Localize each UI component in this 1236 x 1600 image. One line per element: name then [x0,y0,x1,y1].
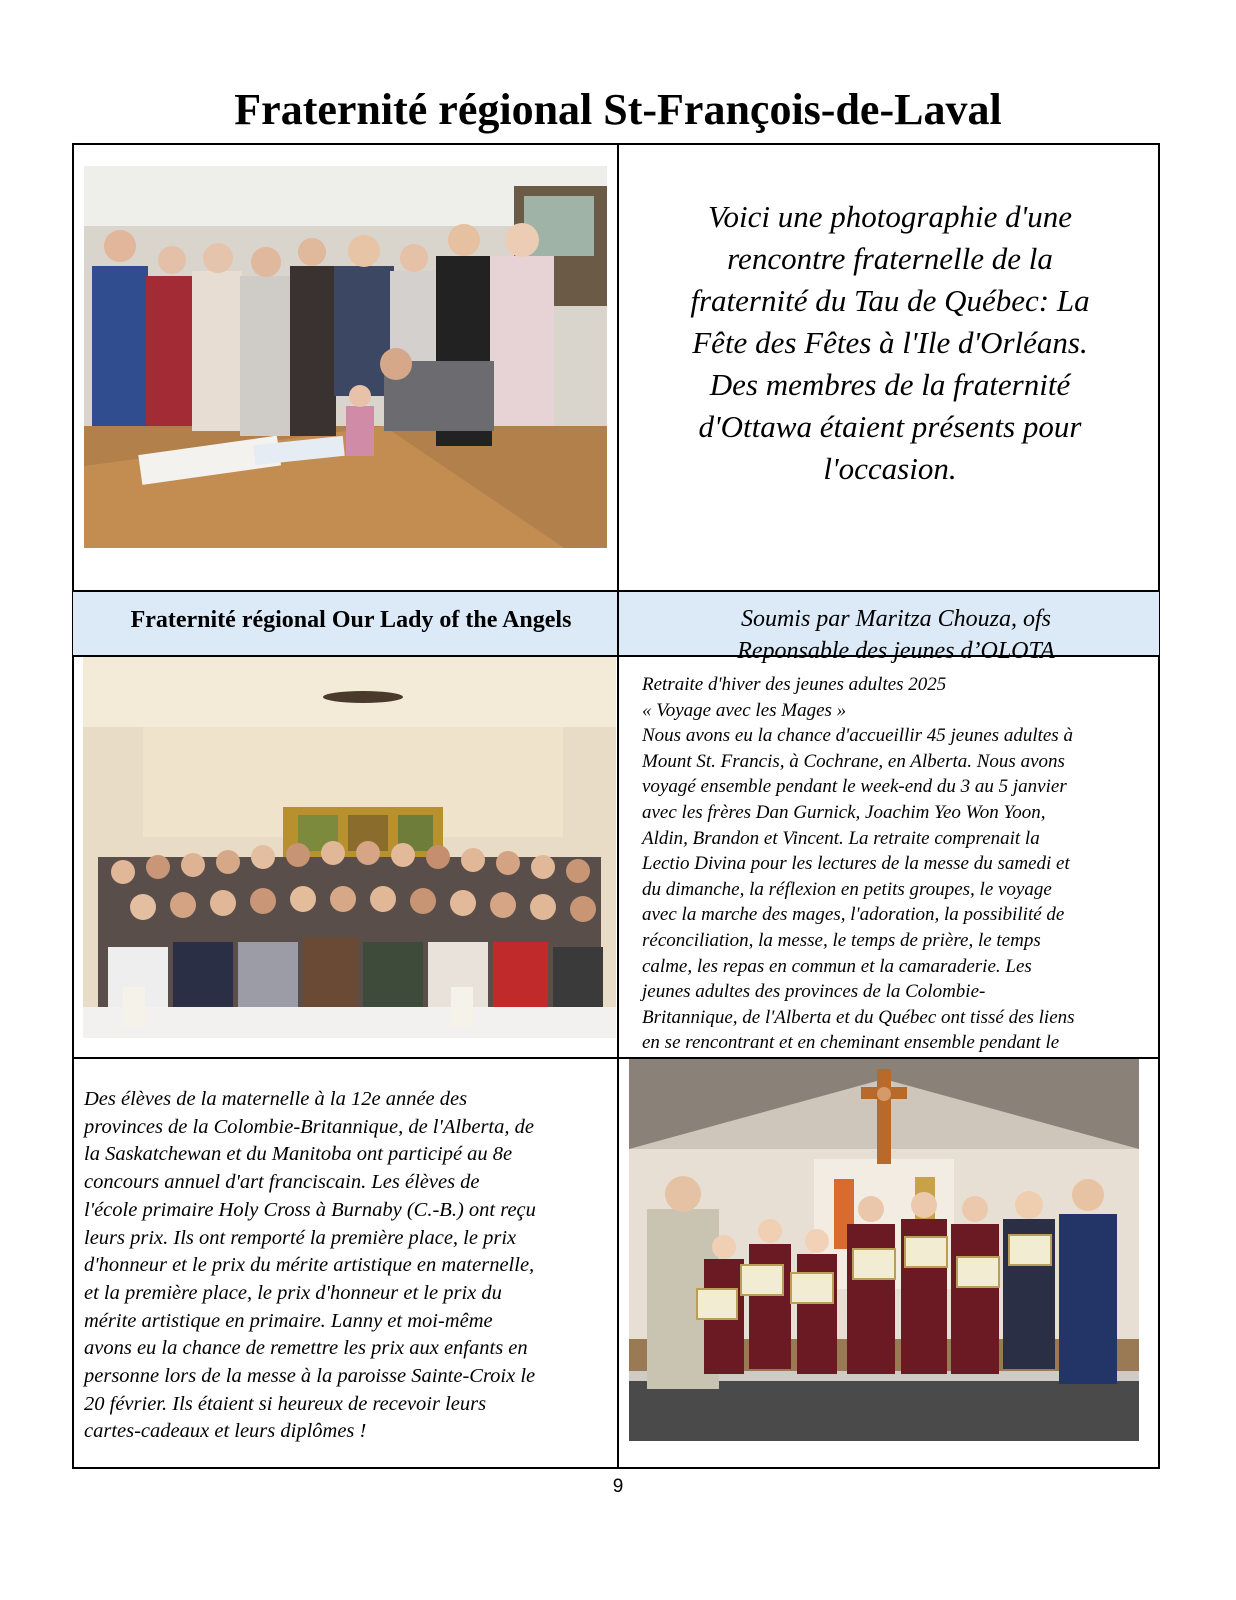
students-awards-photo [629,1059,1139,1441]
group-photo-tau-quebec [84,166,607,548]
article-line: personne lors de la messe à la paroisse Sainte-Croix le [84,1365,536,1388]
tau-quebec-caption [650,196,1130,490]
caption-line: fraternité du Tau de Québec: La [690,283,1090,318]
article-line: provinces de la Colombie-Britannique, de l'Alberta, de [84,1115,534,1138]
article-line: « Voyage avec les Mages » [642,699,847,721]
article-line: Retraite d'hiver des jeunes adultes 2025 [642,674,947,695]
article-line: calme, les repas en commun et la camaraderie. Les [642,955,1032,977]
article-line: 20 février. Ils étaient si heureux de recevoir leurs [84,1392,487,1415]
submitted-by-line: Soumis par Maritza Chouza, ofs [740,606,1052,632]
caption-line: l'occasion. [823,451,957,486]
page-number: 9 [612,1476,624,1497]
article-line: du dimanche, la réflexion en petits groupes, le voyage [642,878,1052,900]
article-line: Lectio Divina pour les lectures de la messe du samedi et [642,853,1070,875]
article-line: cartes-cadeaux et leurs diplômes ! [84,1420,367,1443]
retreat-article [642,672,1160,1082]
article-line: avec la marche des mages, l'adoration, la possibilité de [642,904,1065,926]
art-contest-article [84,1086,624,1446]
group-photo-retreat [83,657,616,1038]
article-line: mérite artistique en primaire. Lanny et moi-même [84,1309,493,1332]
article-line: concours annuel d'art franciscain. Les élèves de [84,1171,480,1194]
article-line: avons eu la chance de remettre les prix aux enfants en [84,1337,528,1360]
article-line: jeunes adultes des provinces de la Colombie- [642,981,986,1003]
section-header-olota: Fraternité régional Our Lady of the Angels [130,607,572,633]
submitted-by [636,603,1156,667]
caption-line: rencontre fraternelle de la [727,241,1053,276]
article-line: en se rencontrant et en cheminant ensemble pendant le [642,1032,1060,1054]
caption-line: Voici une photographie d'une [708,199,1072,234]
article-line: leurs prix. Ils ont remporté la première place, le prix [84,1226,517,1249]
article-line: réconciliation, la messe, le temps de prière, le temps [642,929,1041,951]
article-line: Des élèves de la maternelle à la 12e année des [84,1088,468,1110]
article-line: Britannique, de l'Alberta et du Québec ont tissé des liens [642,1006,1075,1028]
caption-line: Des membres de la fraternité [709,367,1071,402]
submitted-by-line: Reponsable des jeunes d’OLOTA [737,638,1055,664]
article-line: avec les frères Dan Gurnick, Joachim Yeo Won Yoon, [642,801,1046,823]
article-line: voyagé ensemble pendant le week-end du 3 au 5 janvier [642,776,1067,798]
page-title: Fraternité régional St-François-de-Laval [234,85,1002,134]
article-line: Mount St. Francis, à Cochrane, en Alberta. Nous avons [642,750,1065,772]
article-line: d'honneur et le prix du mérite artistique en maternelle, [84,1254,535,1277]
article-line: et la première place, le prix d'honneur et le prix du [84,1281,502,1304]
article-line: l'école primaire Holy Cross à Burnaby (C.-B.) ont reçu [84,1198,536,1221]
article-line: la Saskatchewan et du Manitoba ont participé au 8e [84,1143,513,1166]
caption-line: d'Ottawa étaient présents pour [698,409,1082,444]
caption-line: Fête des Fêtes à l'Ile d'Orléans. [692,325,1088,360]
row-divider [72,590,1160,592]
article-line: Aldin, Brandon et Vincent. La retraite comprenait la [642,827,1040,849]
article-line: Nous avons eu la chance d'accueillir 45 jeunes adultes à [642,725,1073,747]
